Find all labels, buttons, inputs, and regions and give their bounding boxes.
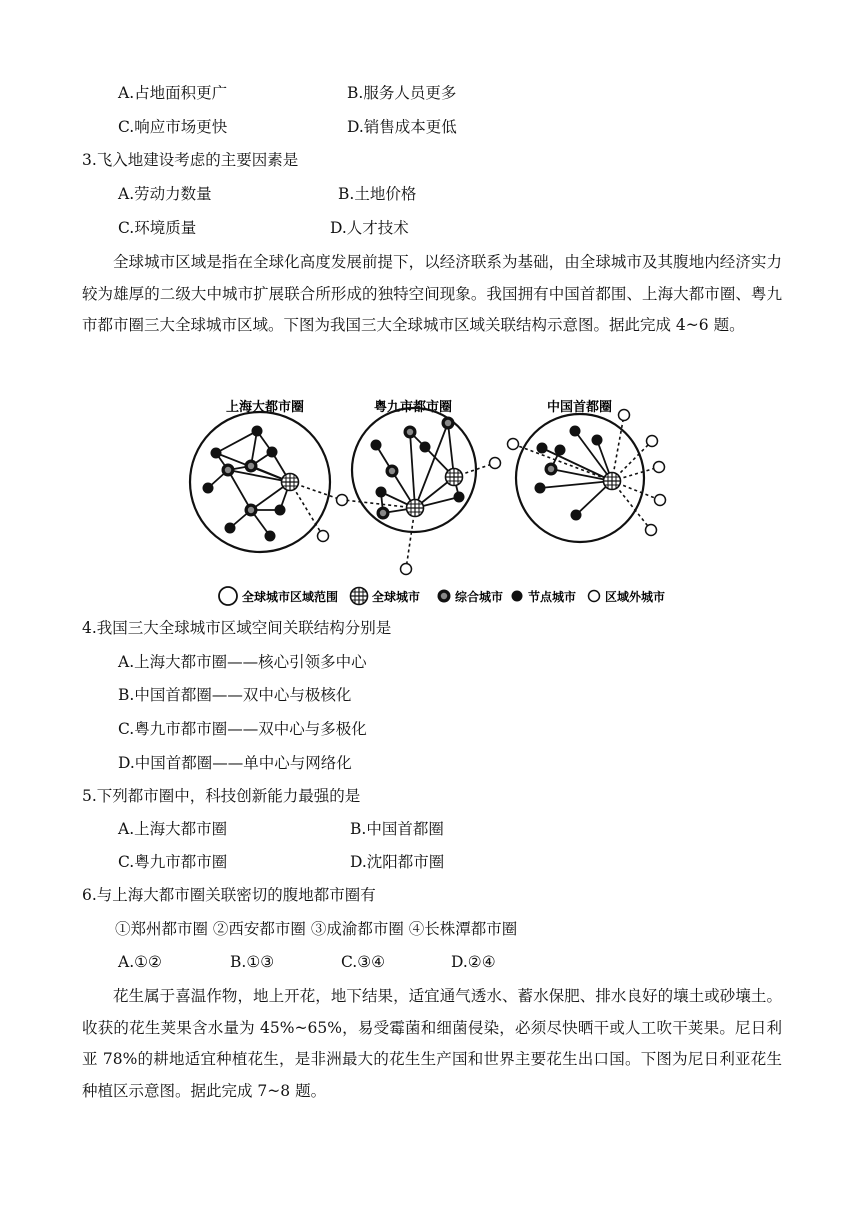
title-shoudu: 中国首都圈: [547, 400, 613, 415]
q6-option-b: B.①③: [230, 953, 275, 971]
q5-option-c: C.粤九市都市圈: [118, 853, 228, 871]
legend-outside-city: 区域外城市: [605, 590, 666, 604]
q4-option-b: B.中国首都圈——双中心与极核化: [118, 686, 352, 704]
q2-option-c: C.响应市场更快: [118, 118, 228, 136]
q2-option-a: A.占地面积更广: [118, 84, 228, 102]
legend: [219, 587, 665, 605]
panel-shanghai: [190, 412, 348, 552]
q4-option-d: D.中国首都圈——单中心与网络化: [118, 754, 352, 772]
q5-option-b: B.中国首都圈: [350, 820, 444, 838]
q6-items: ①郑州都市圈 ②西安都市圈 ③成渝都市圈 ④长株潭都市圈: [115, 920, 518, 938]
legend-node-city: 节点城市: [528, 590, 577, 604]
panel-yuejiu: [344, 408, 501, 575]
q6-option-a: A.①②: [118, 953, 162, 971]
q6-option-d: D.②④: [451, 953, 496, 971]
q4-option-c: C.粤九市都市圈——双中心与多极化: [118, 720, 367, 738]
q3-option-d: D.人才技术: [330, 219, 409, 237]
passage-global-city-region: 全球城市区域是指在全球化高度发展前提下，以经济联系为基础，由全球城市及其腹地内经济实力较为雄厚的二级大中城市扩展联合所形成的独特空间现象。我国拥有中国首都围、上海大都市圈、粤九市都市圈三大全球城市区域。下图为我国三大全球城市区域关联结构示意图。据此完成 4~6 题。: [82, 253, 782, 334]
q4-stem: 4.我国三大全球城市区域空间关联结构分别是: [82, 619, 392, 637]
legend-comprehensive-city: 综合城市: [455, 590, 504, 604]
q3-option-b: B.土地价格: [338, 185, 417, 203]
panel-shoudu: [508, 410, 666, 543]
q3-option-a: A.劳动力数量: [118, 185, 212, 203]
q5-option-d: D.沈阳都市圈: [350, 853, 445, 871]
q4-option-a: A.上海大都市圈——核心引领多中心: [118, 653, 367, 671]
q2-option-d: D.销售成本更低: [347, 118, 457, 136]
q6-stem: 6.与上海大都市圈关联密切的腹地都市圈有: [82, 886, 376, 904]
legend-global-city: 全球城市: [372, 590, 421, 604]
q5-option-a: A.上海大都市圈: [118, 820, 228, 838]
title-shanghai: 上海大都市圈: [226, 400, 305, 415]
q3-stem: 3.飞入地建设考虑的主要因素是: [82, 151, 299, 169]
title-yuejiu: 粤九市都市圈: [374, 400, 453, 415]
q5-stem: 5.下列都市圈中，科技创新能力最强的是: [82, 787, 361, 805]
q2-option-b: B.服务人员更多: [347, 84, 457, 102]
q3-option-c: C.环境质量: [118, 219, 197, 237]
passage-peanut: 花生属于喜温作物，地上开花，地下结果，适宜通气透水、蓄水保肥、排水良好的壤土或砂壤土。收获的花生荚果含水量为 45%~65%，易受霉菌和细菌侵染，必须尽快晒干或人工吹干荚果。尼日利亚 78%的耕地适宜种植花生，是非洲最大的花生生产国和世界主要花生出口国。下图为尼日利亚花生种植区示意图。据此完成 7~8 题。: [82, 987, 782, 1100]
q6-option-c: C.③④: [341, 953, 386, 971]
legend-region: 全球城市区域范围: [242, 590, 339, 604]
